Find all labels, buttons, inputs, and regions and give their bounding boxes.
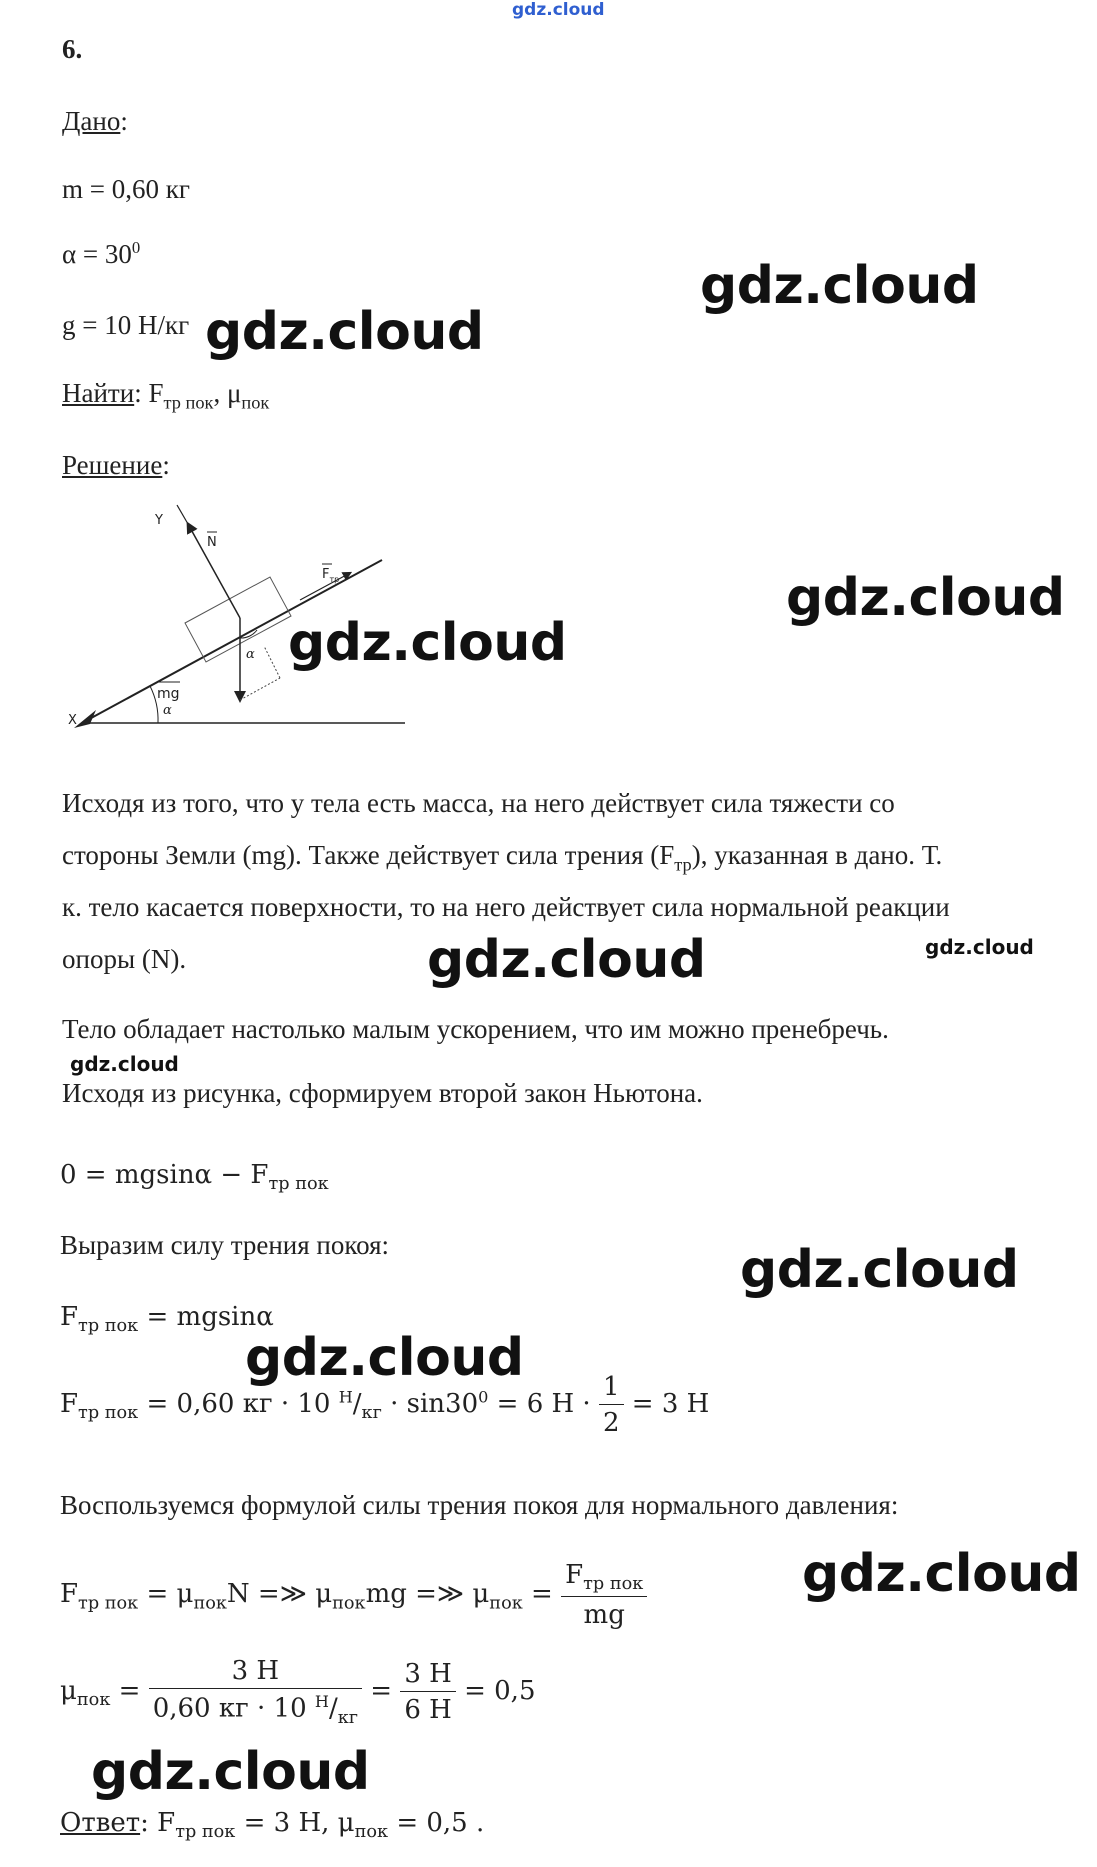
find-F-sub: тр пок — [163, 392, 214, 413]
eq1-sub: тр пок — [268, 1174, 329, 1195]
answer-mu-sub: пок — [354, 1822, 389, 1843]
eq4-part3: mg =≫ μ — [365, 1579, 490, 1610]
given-label: Дано — [62, 106, 121, 136]
given-angle-degree: 0 — [131, 238, 141, 257]
answer-label: Ответ — [60, 1808, 141, 1838]
eq3-frac-den: 2 — [599, 1404, 624, 1438]
watermark-small-1: gdz.cloud — [925, 935, 1034, 959]
eq5-fraction2 — [400, 1659, 455, 1725]
equation-mu-value — [60, 1656, 536, 1728]
label-alpha-inner: α — [246, 647, 255, 662]
eq5-frac1-den: 0,60 кг · 10 $^Н/_{кг}$ — [149, 1688, 362, 1728]
find-line: Найти: $F_{тр пок}$, $\mu_{пок}$ — [62, 378, 270, 413]
given-g: g = 10 Н/кг — [62, 310, 190, 340]
eq4-sub: тр пок — [78, 1593, 139, 1614]
given-angle-value: α = 30 — [62, 239, 132, 270]
top-watermark: gdz.cloud — [512, 0, 605, 20]
watermark-5: gdz.cloud — [427, 930, 706, 990]
eq5-eq: = — [110, 1675, 149, 1706]
eq2-right: = mgsinα — [138, 1302, 274, 1332]
eq3-frac-num: 1 — [602, 1372, 620, 1402]
eq3-F: F — [60, 1389, 79, 1419]
eq3-unit-num: Н — [338, 1387, 353, 1407]
eq4-mu-sub1: пок — [193, 1593, 227, 1614]
label-Y: Y — [155, 513, 163, 528]
para3: Исходя из рисунка, сформируем второй закон Ньютона. — [62, 1078, 703, 1108]
eq4-frac-den: mg — [561, 1596, 647, 1630]
eq4-part1: = μ — [138, 1579, 194, 1610]
eq1-left: 0 = mgsinα − F — [60, 1160, 269, 1190]
find-F: F — [148, 378, 164, 408]
label-X: X — [68, 713, 77, 728]
equation-mu — [60, 1560, 647, 1630]
block — [185, 577, 291, 662]
eq5-frac2-num: 3 Н — [404, 1658, 452, 1689]
find-label: Найти — [62, 378, 135, 408]
eq3-part4: = 3 Н — [623, 1389, 710, 1419]
eq4-mu-sub2: пок — [332, 1593, 366, 1614]
find-mu-sub: пок — [241, 392, 270, 413]
label-F: $F_{тр}$ — [322, 567, 340, 584]
projection-dotted-2 — [264, 646, 280, 678]
eq4-frac-num: $F_{тр пок}$ — [565, 1560, 644, 1595]
eq5-fraction1 — [149, 1656, 362, 1728]
given-heading: Дано: — [62, 106, 128, 136]
label-mg: mg — [157, 686, 180, 702]
task-number: 6. — [62, 34, 83, 64]
para1-line3: к. тело касается поверхности, то на него действует сила нормальной реакции — [62, 892, 950, 922]
answer-F-sub: тр пок — [175, 1822, 236, 1843]
watermark-2: gdz.cloud — [205, 302, 484, 362]
solution-label: Решение — [62, 450, 163, 480]
eq3-part3: = 6 Н · — [488, 1389, 599, 1419]
solution-heading: Решение: — [62, 450, 170, 480]
x-axis-arrow — [74, 710, 96, 728]
equation-friction — [60, 1302, 274, 1336]
para2: Тело обладает настолько малым ускорением, что им можно пренебречь. — [62, 1014, 889, 1044]
watermark-7: gdz.cloud — [245, 1328, 524, 1388]
eq5-result: = 0,5 — [455, 1675, 536, 1706]
eq2-F: F — [60, 1302, 79, 1332]
answer-mid: = 3 Н, μ — [235, 1808, 355, 1838]
watermark-6: gdz.cloud — [740, 1240, 1019, 1300]
eq4-mu-sub3: пок — [489, 1593, 523, 1614]
para1-line1: Исходя из того, что у тела есть масса, на него действует сила тяжести со — [62, 788, 895, 818]
watermark-small-2: gdz.cloud — [70, 1052, 179, 1076]
eq4-fraction — [561, 1560, 647, 1630]
watermark-4: gdz.cloud — [288, 613, 567, 673]
eq3-sup: 0 — [478, 1387, 489, 1407]
eq3-unit-den: кг — [361, 1403, 382, 1424]
eq5-frac1-num: 3 Н — [231, 1656, 280, 1686]
eq5-frac2-den: 6 Н — [400, 1691, 455, 1725]
answer-F: : F — [140, 1808, 176, 1838]
equation-friction-value: $F_{тр пок} = 0,60$ кг · 10 $^Н/_{кг} \cdot \sin 30^0 = 6$ Н · $\frac{1}{2}$ = 3 Н — [60, 1372, 710, 1438]
para1-line2-b: ), указанная в дано. Т. — [691, 840, 943, 870]
eq4-part4: = — [522, 1579, 562, 1610]
given-mass: m = 0,60 кг — [62, 174, 190, 204]
eq3-part2: · sin30 — [381, 1389, 479, 1419]
watermark-8: gdz.cloud — [802, 1544, 1081, 1604]
label-N: N — [207, 535, 217, 550]
given-angle — [62, 240, 140, 268]
eq3-part1: = 0,60 кг · 10 — [138, 1389, 339, 1419]
projection-dotted-1 — [240, 678, 280, 700]
answer-end: = 0,5 . — [388, 1808, 485, 1838]
eq3-sub: тр пок — [78, 1403, 139, 1424]
watermark-1: gdz.cloud — [700, 256, 979, 316]
para1-line2-sub: тр — [674, 854, 692, 875]
y-axis-line — [177, 505, 188, 524]
eq4-F: F — [60, 1579, 79, 1610]
find-mu: μ — [226, 378, 242, 408]
eq5-mu: μ — [60, 1675, 77, 1706]
para1-line2 — [62, 842, 942, 874]
use-formula-text: Воспользуемся формулой силы трения покоя для нормального давления: — [60, 1490, 899, 1520]
para1-line4: опоры (N). — [62, 944, 187, 974]
eq4-part2: N =≫ μ — [226, 1579, 333, 1610]
para1-line2-a: стороны Земли (mg). Также действует сила трения (F — [62, 840, 675, 870]
eq3-fraction — [599, 1372, 624, 1438]
eq5-mu-sub: пок — [76, 1690, 111, 1711]
express-text: Выразим силу трения покоя: — [60, 1230, 390, 1260]
eq2-sub: тр пок — [78, 1316, 139, 1337]
watermark-3: gdz.cloud — [786, 568, 1065, 628]
eq5-eq2: = — [362, 1675, 401, 1706]
watermark-9: gdz.cloud — [91, 1742, 370, 1802]
answer-line — [60, 1808, 484, 1842]
label-alpha-bottom: α — [163, 703, 172, 718]
equation-newton — [60, 1160, 329, 1194]
